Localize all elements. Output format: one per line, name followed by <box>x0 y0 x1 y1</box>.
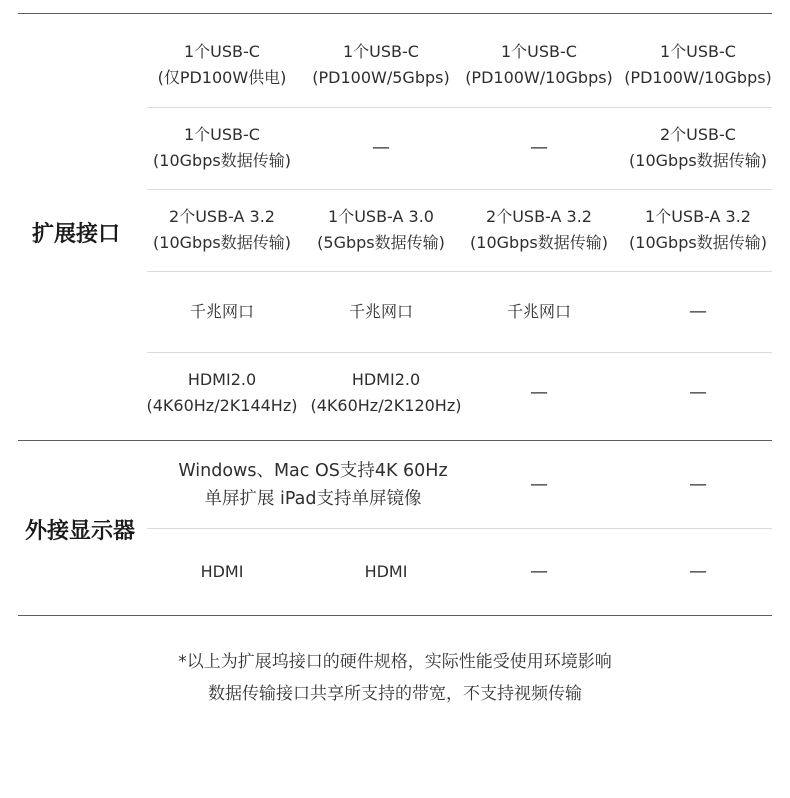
section-label-expansion-ports: 扩展接口 <box>31 221 120 247</box>
row-divider <box>147 528 772 529</box>
cell-line: 1个USB-C <box>184 42 260 61</box>
cell-line: (PD100W/10Gbps) <box>465 68 613 87</box>
merged-display-support-cell <box>147 447 479 523</box>
cell-line: — <box>689 382 707 403</box>
cell-line: (10Gbps数据传输) <box>629 151 767 170</box>
table-cell <box>462 274 616 350</box>
cell-line: — <box>530 561 548 582</box>
empty-dash <box>622 274 774 350</box>
cell-line: (10Gbps数据传输) <box>470 233 608 252</box>
cell-line: — <box>689 561 707 582</box>
table-cell <box>147 534 297 610</box>
cell-line: (10Gbps数据传输) <box>153 233 291 252</box>
footnote <box>0 646 790 710</box>
table-cell <box>306 192 456 268</box>
cell-line: HDMI2.0 <box>351 370 421 389</box>
empty-dash <box>462 110 616 186</box>
table-cell <box>147 110 297 186</box>
cell-line: 1个USB-C <box>184 125 260 144</box>
cell-line: 1个USB-A 3.2 <box>645 207 751 226</box>
table-cell <box>306 274 456 350</box>
table-top-border <box>18 13 772 14</box>
empty-dash <box>622 534 774 610</box>
table-cell <box>462 27 616 103</box>
row-divider <box>147 271 772 272</box>
table-cell <box>306 355 466 431</box>
empty-dash <box>462 355 616 431</box>
cell-line: (10Gbps数据传输) <box>629 233 767 252</box>
table-cell <box>306 27 456 103</box>
row-divider <box>147 189 772 190</box>
cell-line: 2个USB-A 3.2 <box>486 207 592 226</box>
footnote-line-1: *以上为扩展坞接口的硬件规格，实际性能受使用环境影响 <box>178 652 612 672</box>
table-cell <box>622 110 774 186</box>
cell-line: (PD100W/10Gbps) <box>624 68 772 87</box>
cell-line: (PD100W/5Gbps) <box>312 68 450 87</box>
table-cell <box>143 355 301 431</box>
empty-dash <box>306 110 456 186</box>
cell-line: — <box>530 137 548 158</box>
cell-line: 2个USB-A 3.2 <box>169 207 275 226</box>
cell-line: — <box>689 301 707 322</box>
row-divider <box>147 107 772 108</box>
cell-line: 单屏扩展 iPad支持单屏镜像 <box>204 489 422 509</box>
cell-line: 1个USB-C <box>343 42 419 61</box>
cell-line: 千兆网口 <box>348 302 413 321</box>
cell-line: HDMI <box>364 562 408 581</box>
cell-line: (4K60Hz/2K144Hz) <box>146 396 298 415</box>
table-cell <box>622 192 774 268</box>
empty-dash <box>462 534 616 610</box>
empty-dash <box>462 447 616 523</box>
row-divider <box>147 352 772 353</box>
table-cell <box>462 192 616 268</box>
table-cell <box>147 192 297 268</box>
cell-line: 千兆网口 <box>506 302 571 321</box>
table-cell <box>622 27 774 103</box>
cell-line: 1个USB-C <box>660 42 736 61</box>
cell-line: (5Gbps数据传输) <box>317 233 445 252</box>
footnote-line-2: 数据传输接口共享所支持的带宽，不支持视频传输 <box>208 684 582 704</box>
cell-line: — <box>530 382 548 403</box>
table-cell <box>147 27 297 103</box>
cell-line: Windows、Mac OS支持4K 60Hz <box>178 461 448 481</box>
cell-line: (仅PD100W供电) <box>157 68 287 87</box>
table-cell <box>147 274 297 350</box>
cell-line: HDMI <box>200 562 244 581</box>
cell-line: 1个USB-C <box>501 42 577 61</box>
empty-dash <box>622 447 774 523</box>
cell-line: 千兆网口 <box>189 302 254 321</box>
cell-line: 1个USB-A 3.0 <box>328 207 434 226</box>
section-label-external-display: 外接显示器 <box>24 518 135 544</box>
cell-line: (4K60Hz/2K120Hz) <box>310 396 462 415</box>
cell-line: (10Gbps数据传输) <box>153 151 291 170</box>
table-cell <box>306 534 466 610</box>
cell-line: — <box>372 137 390 158</box>
section-divider <box>18 440 772 441</box>
table-bottom-border <box>18 615 772 616</box>
cell-line: — <box>689 474 707 495</box>
empty-dash <box>622 355 774 431</box>
cell-line: — <box>530 474 548 495</box>
cell-line: 2个USB-C <box>660 125 736 144</box>
cell-line: HDMI2.0 <box>187 370 257 389</box>
